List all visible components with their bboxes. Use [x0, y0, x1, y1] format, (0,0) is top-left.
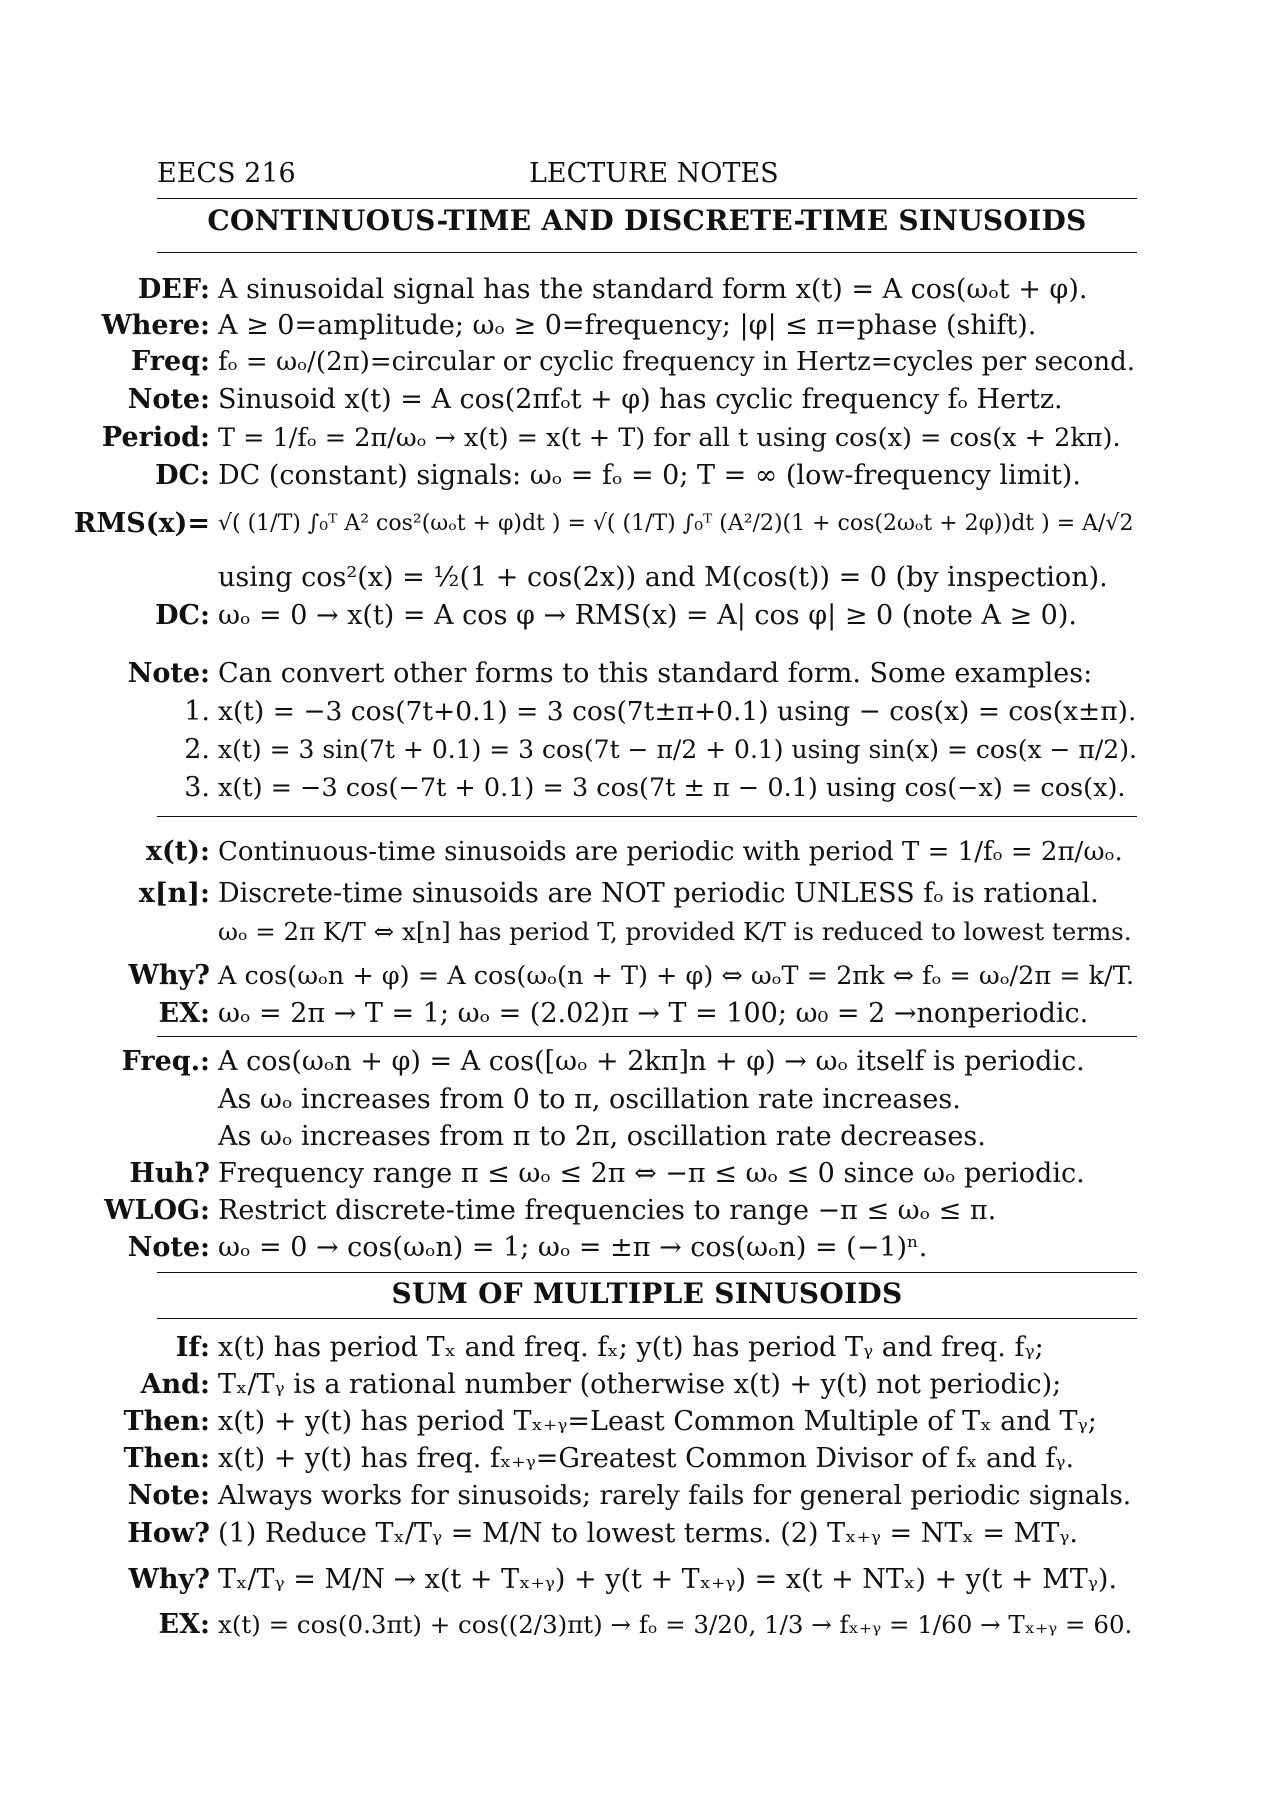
definition-row	[0, 598, 1280, 634]
sum-row	[0, 1441, 1280, 1477]
definition-row	[0, 382, 1280, 418]
definition-row	[0, 420, 1280, 456]
example-row	[0, 694, 1280, 730]
row-label: Note:	[127, 1232, 210, 1263]
row-label: How?	[127, 1518, 210, 1549]
example-row	[0, 770, 1280, 806]
section-title: SUM OF MULTIPLE SINUSOIDS	[391, 1277, 903, 1310]
header-rule	[157, 198, 1137, 199]
row-text: Tₓ/Tᵧ = M/N → x(t + Tₓ₊ᵧ) + y(t + Tₓ₊ᵧ) = x(t + NTₓ) + y(t + MTᵧ).	[218, 1564, 1118, 1595]
row-label: Huh?	[129, 1158, 210, 1189]
title-rule	[157, 252, 1137, 253]
frequency-row	[0, 1044, 1280, 1080]
example-row	[0, 732, 1280, 768]
row-text: x(t) + y(t) has period Tₓ₊ᵧ=Least Common Multiple of Tₓ and Tᵧ;	[218, 1406, 1097, 1437]
row-text: √( (1/T) ∫₀ᵀ A² cos²(ωₒt + φ)dt ) = √( (1/T) ∫₀ᵀ (A²/2)(1 + cos(2ωₒt + 2φ))dt ) = A/√2	[218, 511, 1134, 536]
sum-row	[0, 1330, 1280, 1366]
row-label: Note:	[127, 658, 210, 689]
sum-row	[0, 1404, 1280, 1440]
course-code: EECS 216	[157, 158, 296, 189]
row-label: Freq.:	[121, 1046, 210, 1077]
row-text: Restrict discrete-time frequencies to range −π ≤ ωₒ ≤ π.	[218, 1195, 997, 1226]
row-text: Frequency range π ≤ ωₒ ≤ 2π ⇔ −π ≤ ωₒ ≤ 0 since ωₒ periodic.	[218, 1158, 1085, 1189]
row-text: x(t) = −3 cos(−7t + 0.1) = 3 cos(7t ± π − 0.1) using cos(−x) = cos(x).	[218, 773, 1126, 803]
row-text: ωₒ = 0 → cos(ωₒn) = 1; ωₒ = ±π → cos(ωₒn) = (−1)ⁿ.	[218, 1232, 928, 1263]
row-label: EX:	[158, 998, 210, 1029]
row-label: Where:	[101, 310, 210, 341]
row-text: x(t) has period Tₓ and freq. fₓ; y(t) has period Tᵧ and freq. fᵧ;	[218, 1332, 1044, 1363]
row-label: Why?	[128, 1564, 210, 1595]
row-text: x(t) = cos(0.3πt) + cos((2/3)πt) → fₒ = 3/20, 1/3 → fₓ₊ᵧ = 1/60 → Tₓ₊ᵧ = 60.	[218, 1610, 1133, 1639]
periodicity-row	[0, 876, 1280, 912]
row-text: A sinusoidal signal has the standard form x(t) = A cos(ωₒt + φ).	[218, 274, 1088, 305]
row-text: Discrete-time sinusoids are NOT periodic UNLESS fₒ is rational.	[218, 878, 1099, 909]
row-text: ωₒ = 0 → x(t) = A cos φ → RMS(x) = A| cos φ| ≥ 0 (note A ≥ 0).	[218, 600, 1077, 631]
row-label: EX:	[158, 1609, 210, 1640]
row-text: x(t) = 3 sin(7t + 0.1) = 3 cos(7t − π/2 + 0.1) using sin(x) = cos(x − π/2).	[218, 735, 1137, 764]
document-type: LECTURE NOTES	[529, 158, 779, 189]
section-divider	[157, 1036, 1137, 1037]
row-text: Always works for sinusoids; rarely fails for general periodic signals.	[218, 1480, 1132, 1511]
periodicity-row	[0, 996, 1280, 1032]
row-text: x(t) = −3 cos(7t+0.1) = 3 cos(7t±π+0.1) using − cos(x) = cos(x±π).	[218, 696, 1137, 727]
frequency-row	[0, 1193, 1280, 1229]
row-text: A ≥ 0=amplitude; ωₒ ≥ 0=frequency; |φ| ≤ π=phase (shift).	[218, 310, 1037, 341]
row-label: Freq:	[131, 346, 210, 377]
section-divider	[157, 1272, 1137, 1273]
row-text: (1) Reduce Tₓ/Tᵧ = M/N to lowest terms. (2) Tₓ₊ᵧ = NTₓ = MTᵧ.	[218, 1518, 1079, 1549]
row-text: Tₓ/Tᵧ is a rational number (otherwise x(t) + y(t) not periodic);	[218, 1369, 1062, 1400]
definition-row	[0, 344, 1280, 380]
row-label: Note:	[127, 1480, 210, 1511]
definition-row	[0, 506, 1280, 542]
section-divider	[157, 1318, 1137, 1319]
row-label: RMS(x)=	[73, 508, 210, 539]
row-text: As ωₒ increases from π to 2π, oscillation rate decreases.	[218, 1121, 986, 1152]
periodicity-row	[0, 914, 1280, 950]
row-label: WLOG:	[104, 1195, 210, 1226]
row-text: x(t) + y(t) has freq. fₓ₊ᵧ=Greatest Common Divisor of fₓ and fᵧ.	[218, 1443, 1075, 1474]
row-text: T = 1/fₒ = 2π/ωₒ → x(t) = x(t + T) for all t using cos(x) = cos(x + 2kπ).	[218, 423, 1121, 453]
row-label: If:	[175, 1332, 210, 1363]
sum-row	[0, 1607, 1280, 1643]
page-title: CONTINUOUS-TIME AND DISCRETE-TIME SINUSOIDS	[207, 204, 1087, 237]
row-text: Sinusoid x(t) = A cos(2πfₒt + φ) has cyclic frequency fₒ Hertz.	[218, 384, 1063, 415]
row-text: Can convert other forms to this standard form. Some examples:	[218, 658, 1093, 689]
row-label: 2.	[184, 734, 210, 765]
section-divider	[157, 816, 1137, 817]
periodicity-row	[0, 834, 1280, 870]
row-text: A cos(ωₒn + φ) = A cos(ωₒ(n + T) + φ) ⇔ ωₒT = 2πk ⇔ fₒ = ωₒ/2π = k/T.	[218, 961, 1135, 991]
sum-row	[0, 1478, 1280, 1514]
frequency-row	[0, 1119, 1280, 1155]
row-label: x(t):	[145, 836, 210, 867]
page-header	[157, 158, 1137, 198]
row-text: ωₒ = 2π → T = 1; ωₒ = (2.02)π → T = 100; ω₀ = 2 →nonperiodic.	[218, 998, 1089, 1029]
row-text: Continuous-time sinusoids are periodic with period T = 1/fₒ = 2π/ωₒ.	[218, 837, 1123, 867]
row-label: Then:	[123, 1406, 210, 1437]
definition-row	[0, 272, 1280, 308]
row-text: ωₒ = 2π K/T ⇔ x[n] has period T, provided K/T is reduced to lowest terms.	[218, 917, 1132, 946]
frequency-row	[0, 1230, 1280, 1266]
row-label: Why?	[128, 960, 210, 991]
frequency-row	[0, 1082, 1280, 1118]
definition-row	[0, 560, 1280, 596]
row-label: Period:	[101, 422, 210, 453]
row-label: DC:	[155, 600, 210, 631]
sum-row	[0, 1367, 1280, 1403]
row-text: using cos²(x) = ½(1 + cos(2x)) and M(cos(t)) = 0 (by inspection).	[218, 562, 1108, 593]
row-label: Then:	[123, 1443, 210, 1474]
row-text: fₒ = ωₒ/(2π)=circular or cyclic frequency in Hertz=cycles per second.	[218, 347, 1136, 377]
definition-row	[0, 308, 1280, 344]
row-text: A cos(ωₒn + φ) = A cos([ωₒ + 2kπ]n + φ) → ωₒ itself is periodic.	[218, 1046, 1085, 1077]
row-text: As ωₒ increases from 0 to π, oscillation rate increases.	[218, 1084, 961, 1115]
row-label: Note:	[127, 384, 210, 415]
row-label: 1.	[184, 696, 210, 727]
periodicity-row	[0, 958, 1280, 994]
frequency-row	[0, 1156, 1280, 1192]
row-label: DEF:	[137, 274, 210, 305]
row-text: DC (constant) signals: ωₒ = fₒ = 0; T = ∞ (low-frequency limit).	[218, 460, 1081, 491]
row-label: x[n]:	[138, 878, 210, 909]
row-label: DC:	[155, 460, 210, 491]
example-row	[0, 656, 1280, 692]
row-label: And:	[140, 1369, 210, 1400]
sum-row	[0, 1516, 1280, 1552]
row-label: 3.	[184, 772, 210, 803]
definition-row	[0, 458, 1280, 494]
sum-row	[0, 1562, 1280, 1598]
